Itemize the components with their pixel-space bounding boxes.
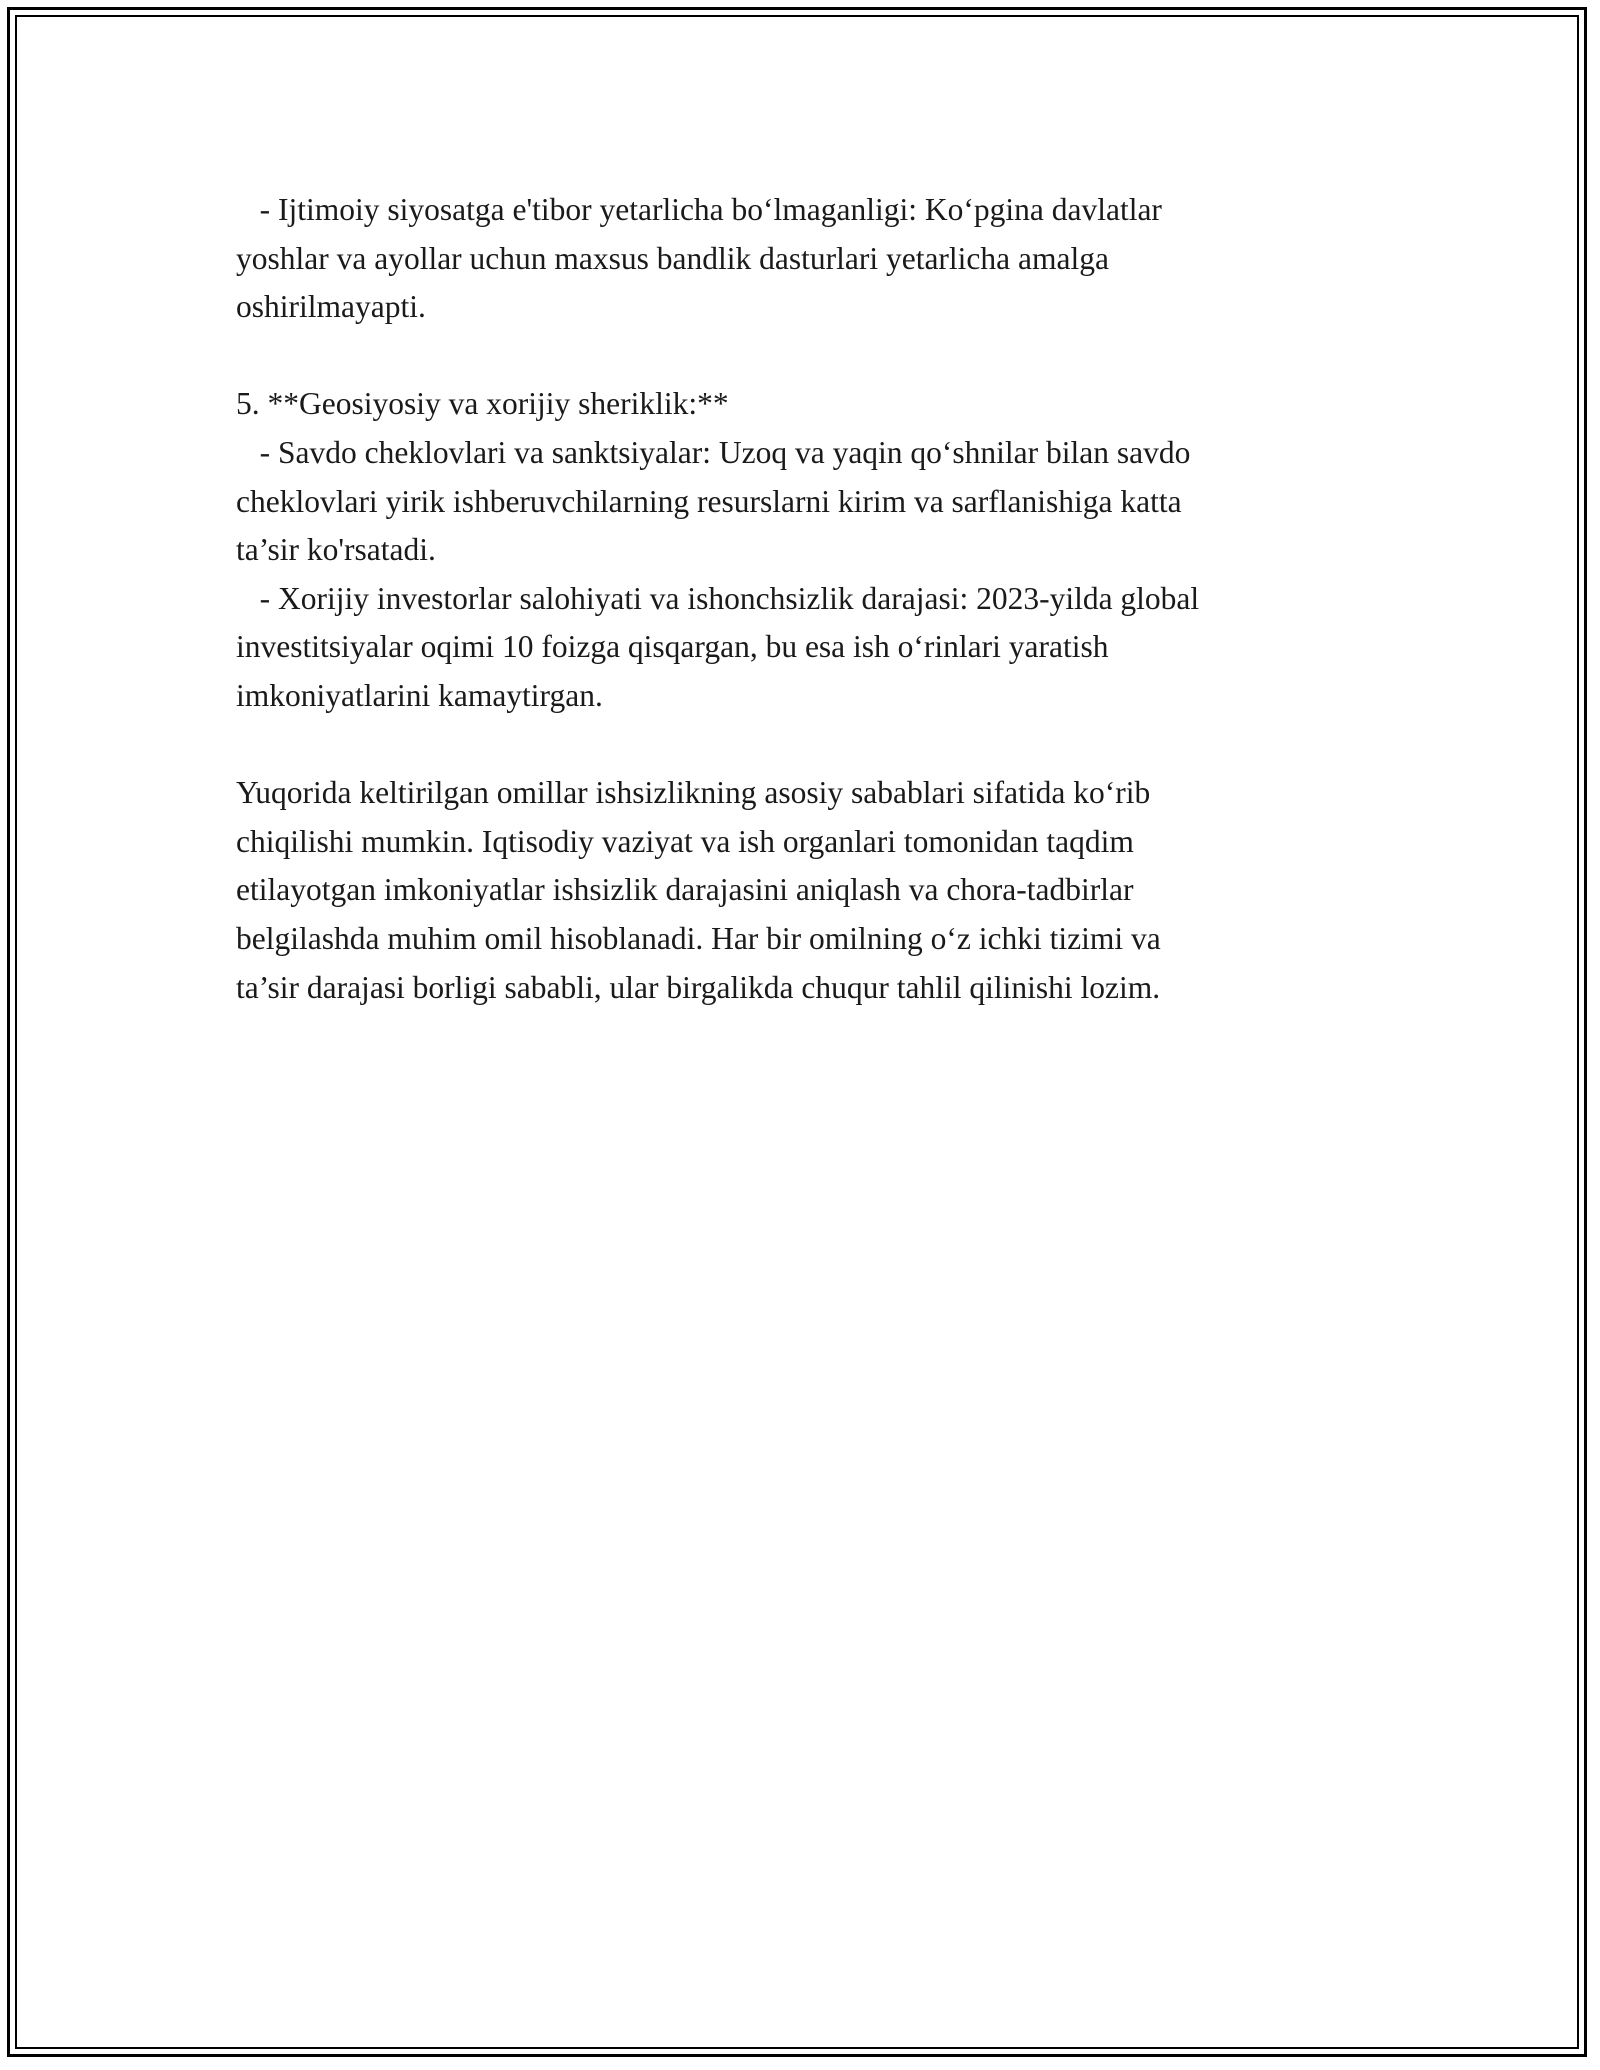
geopolitics-section: [236, 380, 1386, 720]
text-line: cheklovlari yirik ishberuvchilarning resurslarni kirim va sarflanishiga katta: [236, 483, 1182, 519]
text-line: Yuqorida keltirilgan omillar ishsizlikning asosiy sabablari sifatida ko‘rib: [236, 775, 1151, 811]
text-line: chiqilishi mumkin. Iqtisodiy vaziyat va ish organlari tomonidan taqdim: [236, 823, 1134, 859]
conclusion-paragraph: [236, 769, 1386, 1012]
text-line: etilayotgan imkoniyatlar ishsizlik darajasini aniqlash va chora-tadbirlar: [236, 872, 1134, 908]
text-line: oshirilmayapti.: [236, 289, 426, 325]
text-line: investitsiyalar oqimi 10 foizga qisqargan, bu esa ish o‘rinlari yaratish: [236, 629, 1109, 665]
social-policy-item: [236, 186, 1386, 332]
text-line: imkoniyatlarini kamaytirgan.: [236, 677, 603, 713]
paragraph-gap: [236, 332, 1386, 381]
text-line: - Ijtimoiy siyosatga e'tibor yetarlicha bo‘lmaganligi: Ko‘pgina davlatlar: [236, 192, 1162, 227]
text-line: - Savdo cheklovlari va sanktsiyalar: Uzoq va yaqin qo‘shnilar bilan savdo: [236, 434, 1191, 470]
section-heading: 5. **Geosiyosiy va xorijiy sheriklik:**: [236, 386, 729, 422]
text-line: - Xorijiy investorlar salohiyati va ishonchsizlik darajasi: 2023-yilda global: [236, 580, 1200, 616]
paragraph-gap: [236, 721, 1386, 770]
text-line: yoshlar va ayollar uchun maxsus bandlik dasturlari yetarlicha amalga: [236, 240, 1109, 276]
document-body: [236, 186, 1386, 1012]
text-line: belgilashda muhim omil hisoblanadi. Har bir omilning o‘z ichki tizimi va: [236, 920, 1161, 956]
text-line: ta’sir darajasi borligi sababli, ular birgalikda chuqur tahlil qilinishi lozim.: [236, 969, 1161, 1005]
text-line: ta’sir ko'rsatadi.: [236, 532, 436, 568]
